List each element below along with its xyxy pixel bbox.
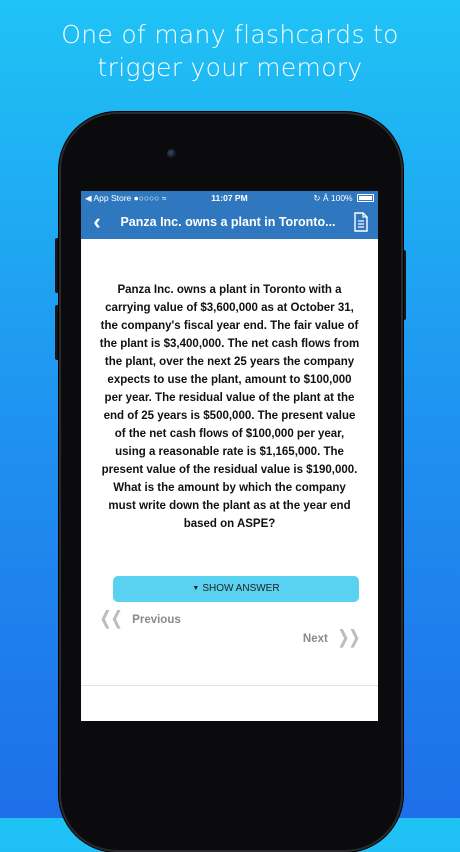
promo-headline-line1: One of many flashcards to [61,20,399,49]
document-icon[interactable] [353,212,369,232]
nav-title: Panza Inc. owns a plant in Toronto... [120,215,336,229]
promo-headline-line2: trigger your memory [97,53,363,82]
double-chevron-right-icon: ❭❭ [335,627,358,647]
bottom-divider [81,685,378,686]
status-time: 11:07 PM [211,193,248,203]
battery-icon [357,194,374,202]
carrier-label: App Store [93,193,132,203]
flashcard-question: Panza Inc. owns a plant in Toronto with a carrying value of $3,600,000 as at October 31, the company's fiscal year end. The fair value of the plant is $3,400,000. The net cash flows from the plant, over the next 25 years the company expects to use the plant, amount to $100,000 per year. The residual value of the plant at the end of 25 years is $500,000. The present value of the net cash flows of $100,000 per year, using a reasonable rate is $1,165,000. The present value of the residual value is $190,000. What is the amount by which the company must write down the plant as at the year end based on ASPE? [99,284,360,530]
status-right [313,191,374,205]
battery-percent: 100% [330,193,353,203]
show-answer-label: SHOW ANSWER [202,583,280,594]
orientation-lock-icon: ↻ [313,193,321,203]
status-bar [81,191,378,205]
chevron-left-icon[interactable]: ‹ [93,209,101,234]
wifi-icon: ≈ [161,193,167,203]
app-store-back-icon[interactable]: ◀ [85,193,92,203]
front-camera [167,149,176,158]
promo-headline [0,18,460,84]
next-button[interactable] [303,627,358,647]
previous-button[interactable] [98,608,181,628]
bluetooth-icon: Å [322,193,329,203]
show-answer-button[interactable] [113,576,359,602]
next-label: Next [302,633,328,645]
caret-down-icon: ▼ [192,585,200,592]
nav-bar [81,205,378,239]
previous-label: Previous [132,614,181,626]
double-chevron-left-icon: ❬❬ [98,608,121,628]
signal-icon: ●○○○○ [133,193,160,203]
app-screen [81,191,378,721]
